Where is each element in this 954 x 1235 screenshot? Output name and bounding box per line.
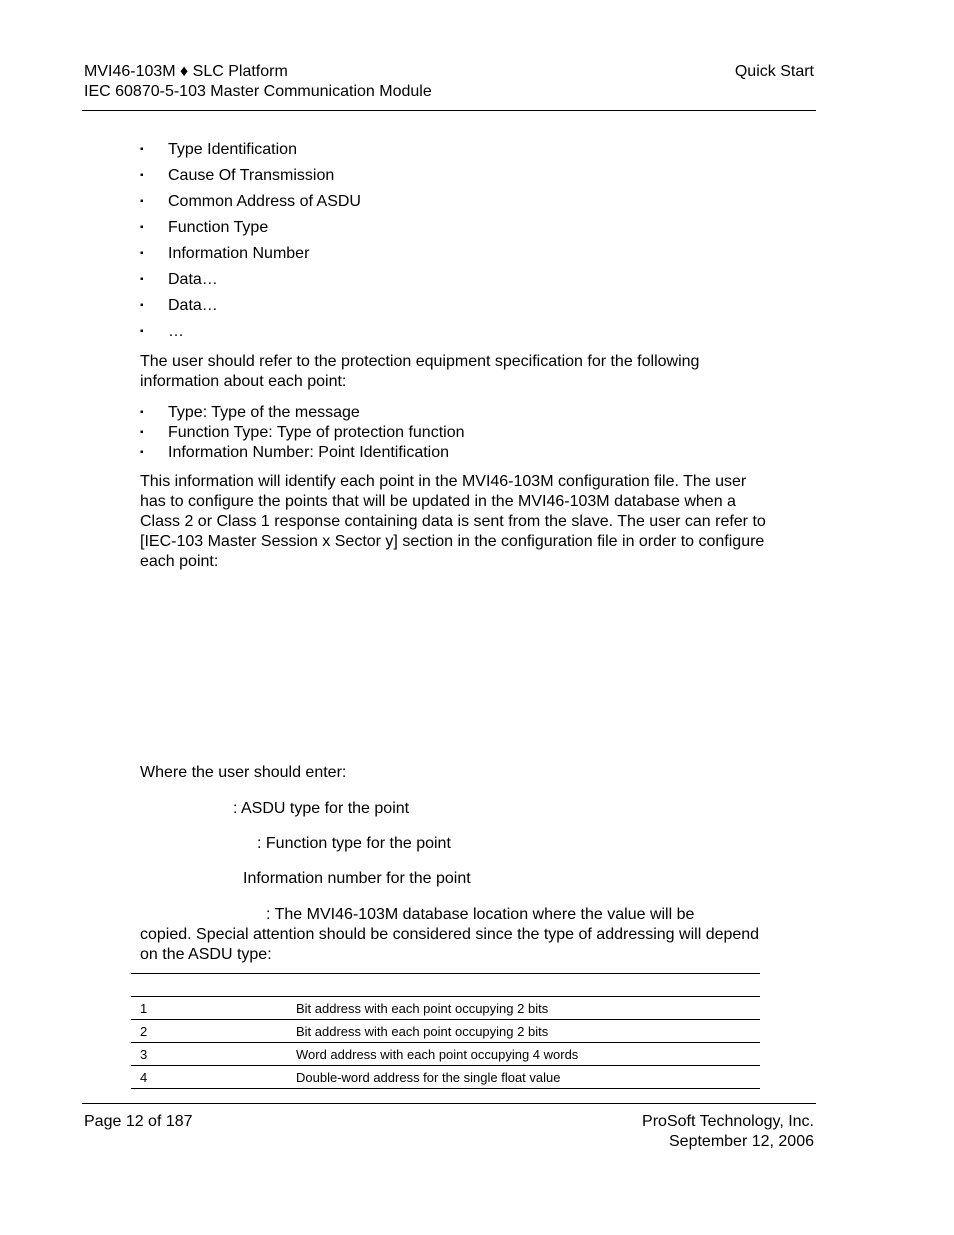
header-section: Quick Start — [734, 63, 814, 80]
bullet-icon: ▪ — [140, 274, 144, 285]
definition-asdu-type: : ASDU type for the point — [233, 800, 410, 817]
bullet-icon: ▪ — [140, 427, 144, 438]
header-module-name: IEC 60870-5-103 Master Communication Module — [84, 83, 432, 100]
paragraph-config: This information will identify each point in the MVI46-103M configuration file. The user has to configure the points that will be updated in the MVI46-103M database when a Class 2 or Class 1 response containing data is sent from the slave. The user can refer to [IEC-103 Master Session x Sector y] section in the configuration file in order to configure each point: — [140, 473, 766, 570]
header-product-line: MVI46-103M ♦ SLC Platform — [84, 63, 288, 80]
header-rule — [82, 110, 816, 111]
table-row: 4 Double-word address for the single float value — [131, 1066, 760, 1089]
footer-rule — [82, 1103, 816, 1104]
footer-date: September 12, 2006 — [669, 1133, 814, 1150]
paragraph-spec: The user should refer to the protection equipment specification for the following information about each point: — [140, 353, 700, 390]
addressing-table — [131, 973, 760, 1089]
bullet-icon: ▪ — [140, 447, 144, 458]
definition-db-address-continued: copied. Special attention should be considered since the type of addressing will depend on the ASDU type: — [140, 926, 760, 963]
bullet-icon: ▪ — [140, 170, 144, 181]
table-header-row — [131, 974, 760, 997]
bullet-icon: ▪ — [140, 144, 144, 155]
footer-page-number: Page 12 of 187 — [84, 1113, 193, 1130]
table-row: 1 Bit address with each point occupying 2 bits — [131, 997, 760, 1020]
table-row: 3 Word address with each point occupying 4 words — [131, 1043, 760, 1066]
definition-function-type: : Function type for the point — [257, 835, 451, 852]
bullet-icon: ▪ — [140, 248, 144, 259]
definition-info-number: Information number for the point — [243, 870, 471, 887]
table-row: 2 Bit address with each point occupying 2 bits — [131, 1020, 760, 1043]
bullet-icon: ▪ — [140, 222, 144, 233]
bullet-icon: ▪ — [140, 326, 144, 337]
bullet-icon: ▪ — [140, 407, 144, 418]
definition-db-address: : The MVI46-103M database location where the value will be — [266, 906, 695, 923]
footer-company: ProSoft Technology, Inc. — [642, 1113, 814, 1130]
bullet-icon: ▪ — [140, 300, 144, 311]
bullet-icon: ▪ — [140, 196, 144, 207]
where-intro: Where the user should enter: — [140, 764, 347, 781]
